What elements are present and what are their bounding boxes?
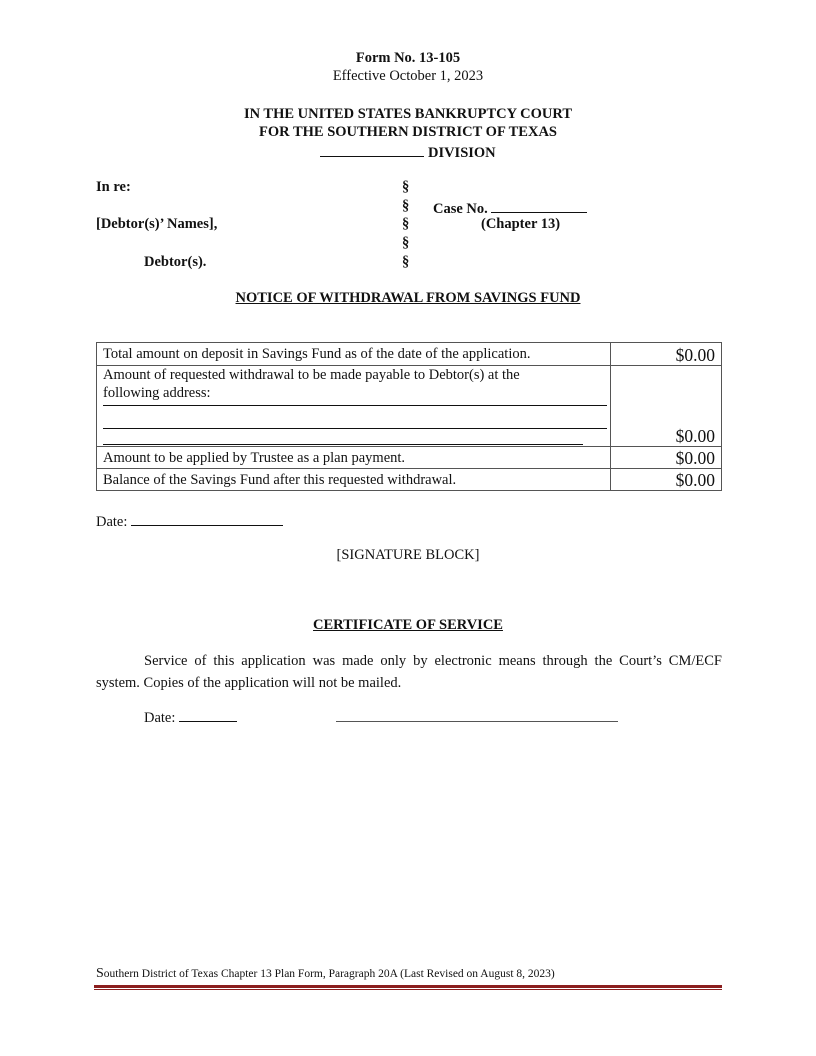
date-blank[interactable] <box>179 707 237 722</box>
table-row <box>97 366 722 447</box>
footer-text <box>96 966 555 982</box>
footer-rule <box>94 985 722 988</box>
amount-cell[interactable]: $0.00 <box>611 366 722 447</box>
case-no-label: Case No. <box>433 200 488 217</box>
row-label: Total amount on deposit in Savings Fund as of the date of the application. <box>97 343 611 366</box>
notice-title: NOTICE OF WITHDRAWAL FROM SAVINGS FUND <box>235 290 581 306</box>
section-symbol: § <box>402 254 410 270</box>
row-label: Balance of the Savings Fund after this requested withdrawal. <box>97 469 611 491</box>
effective-date: Effective October 1, 2023 <box>332 68 484 84</box>
address-cell <box>97 366 611 447</box>
footer-rule <box>94 989 722 990</box>
address-line[interactable] <box>103 444 583 445</box>
date-blank[interactable] <box>131 511 283 526</box>
date-label: Date: <box>144 709 176 726</box>
division-line <box>0 142 816 162</box>
section-symbol: § <box>402 179 410 195</box>
division-blank[interactable] <box>320 142 424 157</box>
in-re-label: In re: <box>96 179 131 195</box>
table-row <box>97 469 722 491</box>
date-line <box>96 511 283 531</box>
section-symbol: § <box>402 216 410 232</box>
row-label: Amount to be applied by Trustee as a plan payment. <box>97 447 611 469</box>
section-symbol: § <box>402 235 410 251</box>
amount-cell[interactable]: $0.00 <box>611 343 722 366</box>
debtors-label: Debtor(s). <box>144 254 207 270</box>
footer-rest: outhern District of Texas Chapter 13 Plan Form, Paragraph 20A (Last Revised on August 8, 2023) <box>103 968 555 980</box>
section-symbol: § <box>402 198 410 214</box>
amount-cell[interactable]: $0.00 <box>611 447 722 469</box>
court-name-line2: FOR THE SOUTHERN DISTRICT OF TEXAS <box>258 124 557 140</box>
certificate-date <box>144 707 237 727</box>
case-number <box>433 198 587 218</box>
table-row <box>97 343 722 366</box>
debtor-names: [Debtor(s)’ Names], <box>96 216 218 232</box>
row-label: Amount of requested withdrawal to be made payable to Debtor(s) at the following address: <box>103 367 520 401</box>
division-label: DIVISION <box>427 144 496 161</box>
savings-fund-table <box>96 342 722 491</box>
amount-cell[interactable]: $0.00 <box>611 469 722 491</box>
chapter-label: (Chapter 13) <box>481 216 561 232</box>
footer-initial: S <box>96 966 104 981</box>
form-number: Form No. 13-105 <box>355 50 461 66</box>
table-row <box>97 447 722 469</box>
signature-block: [SIGNATURE BLOCK] <box>336 547 480 563</box>
certificate-body: Service of this application was made only by electronic means through the Court’s CM/ECF system. Copies of the application will not be mailed. <box>96 653 722 691</box>
certificate-title: CERTIFICATE OF SERVICE <box>313 617 503 633</box>
date-label: Date: <box>96 513 128 530</box>
court-name-line1: IN THE UNITED STATES BANKRUPTCY COURT <box>243 106 573 122</box>
address-line[interactable] <box>103 405 607 406</box>
signature-line[interactable] <box>336 706 618 722</box>
address-line[interactable] <box>103 428 607 429</box>
case-no-blank[interactable] <box>491 198 587 213</box>
